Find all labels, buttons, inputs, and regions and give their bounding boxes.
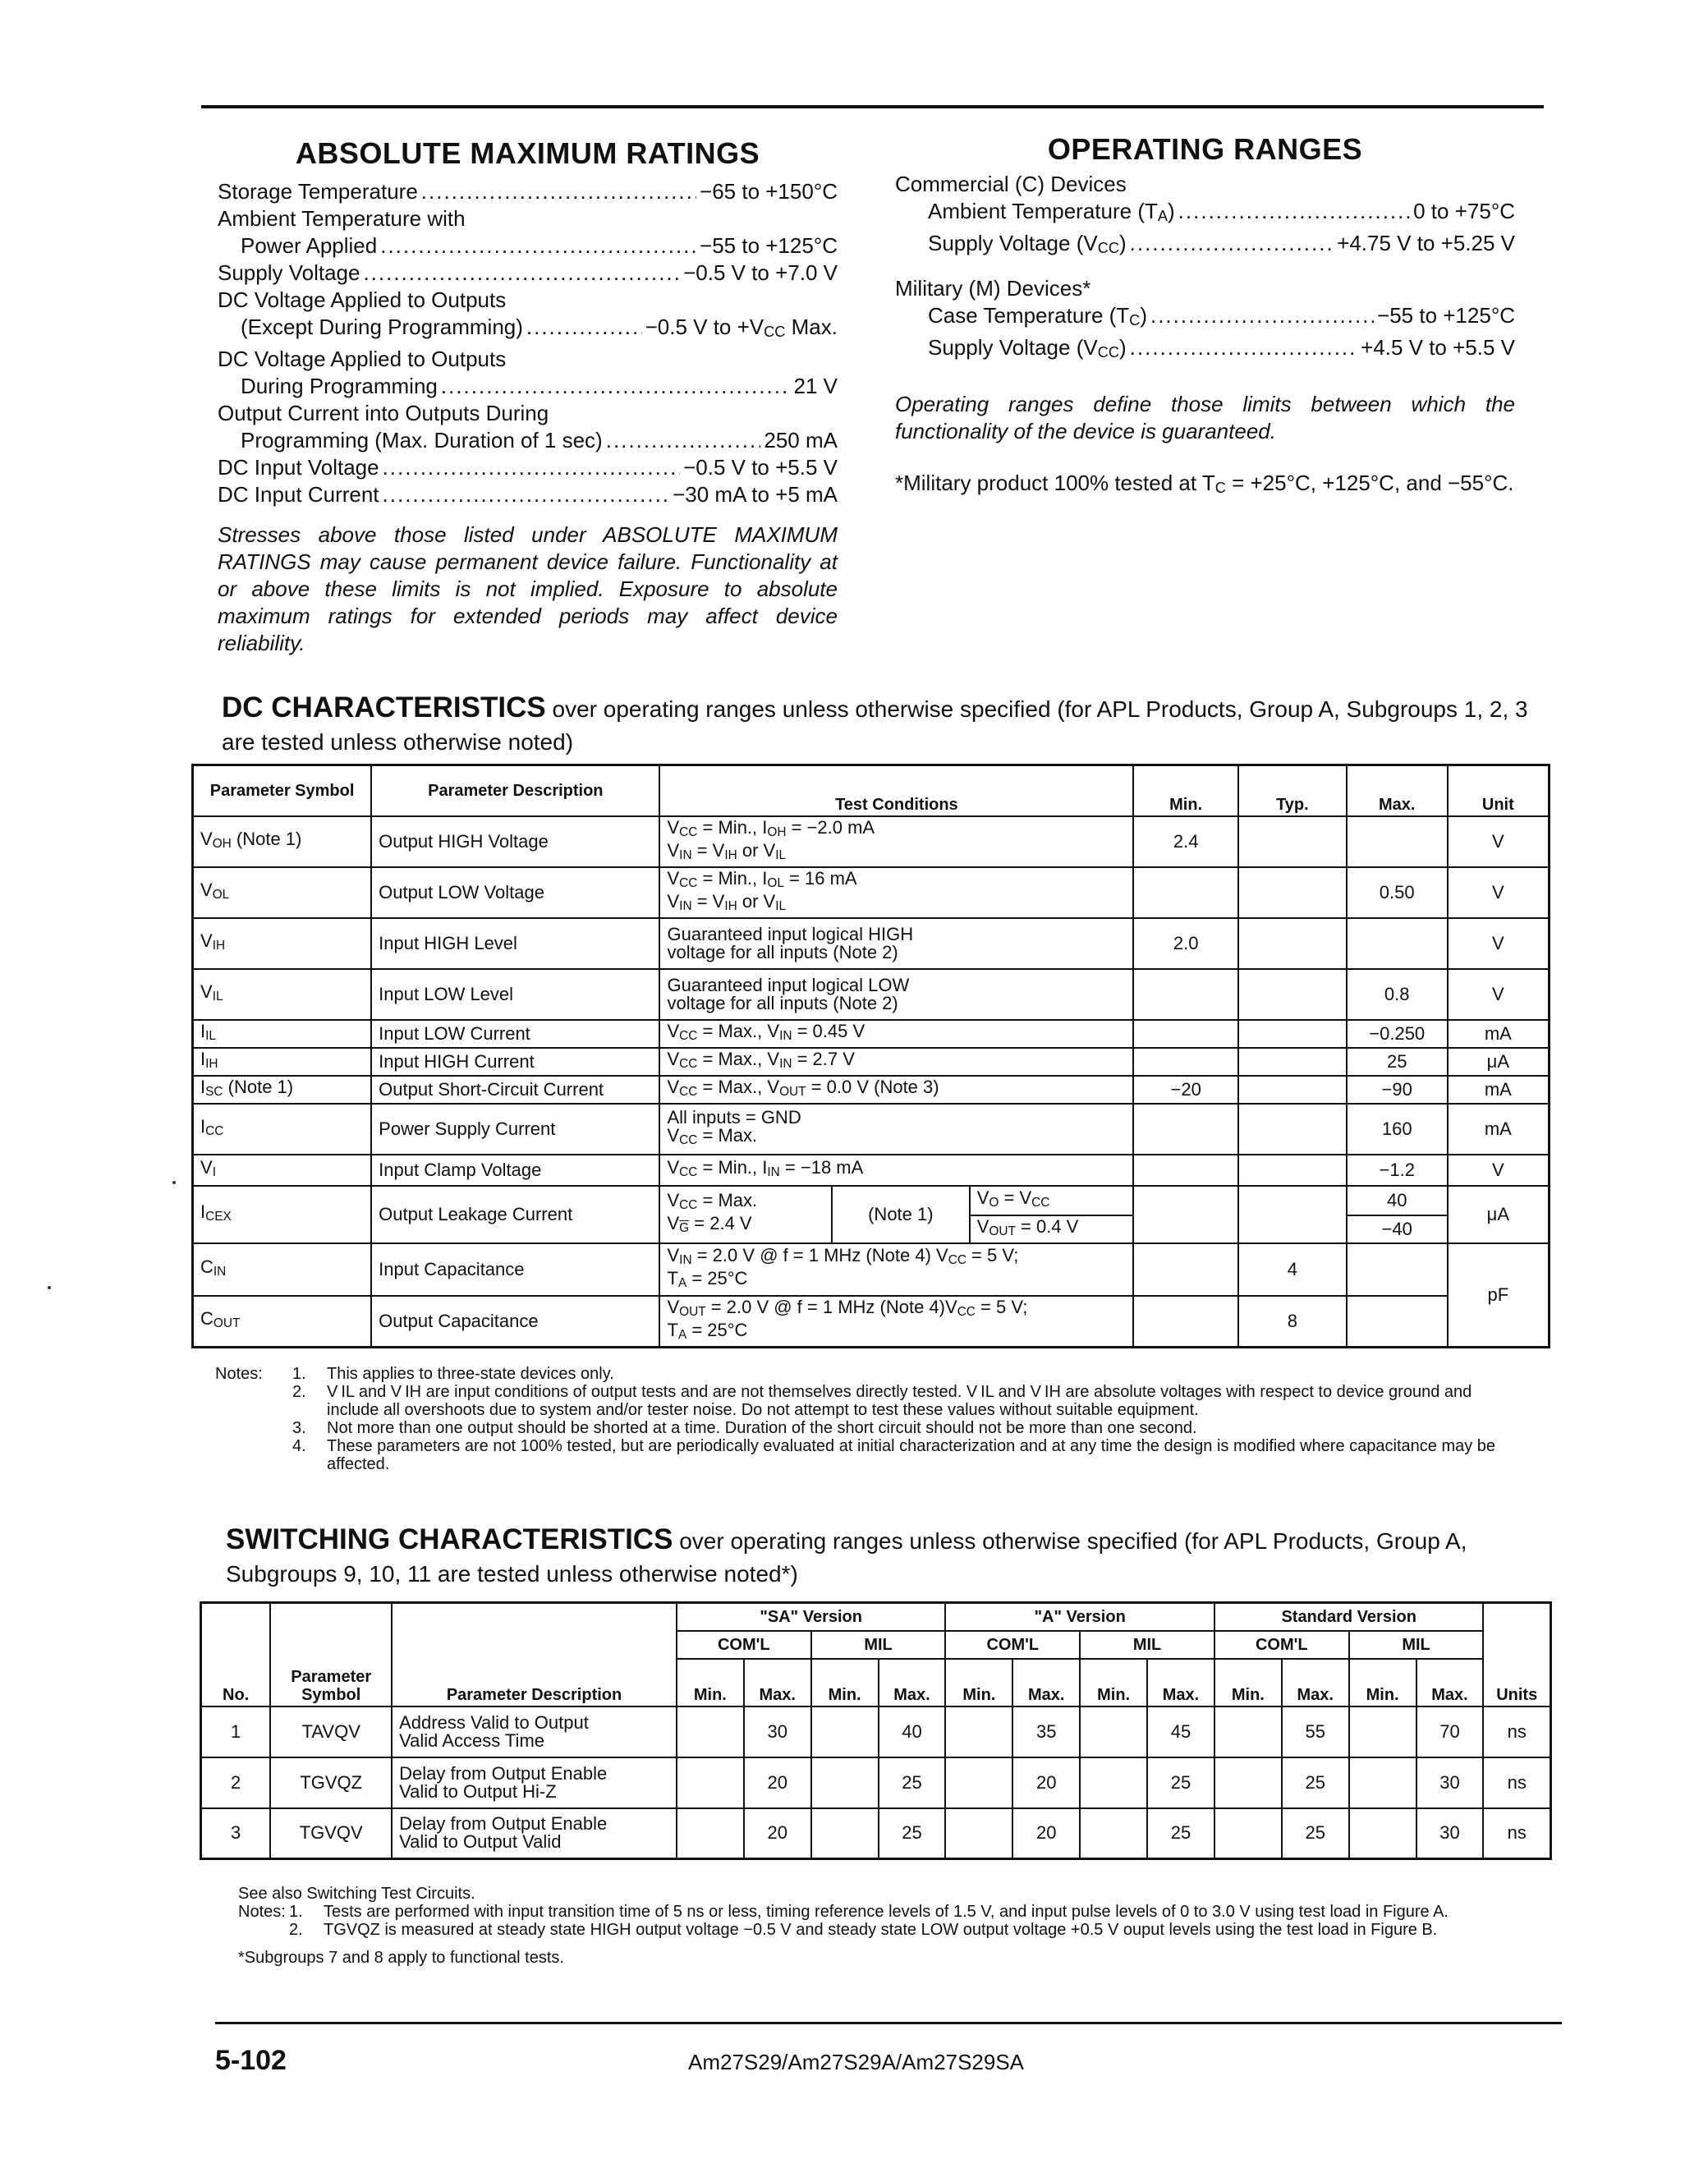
sw-heading — [226, 1523, 1540, 1591]
dc-header-row — [193, 765, 1550, 816]
dc-col-unit: Unit — [1448, 765, 1550, 816]
scan-speck — [172, 1181, 176, 1184]
operating-ranges — [895, 132, 1515, 502]
rating-ambient: Ambient Temperature with — [218, 206, 466, 231]
dc-heading — [222, 691, 1536, 759]
op-ranges-title: OPERATING RANGES — [1047, 132, 1363, 166]
rating-out-current: Output Current into Outputs During — [218, 401, 549, 425]
sw-row-tgvqv: 3 TGVQV Delay from Output Enable Valid to Output Valid 20 25 20 25 25 30 ns — [201, 1808, 1551, 1859]
rating-storage: Storage Temperature ..... −65 to +150°C — [218, 178, 838, 205]
m-case: Case Temperature (TC) ..... −55 to +125°C — [895, 302, 1515, 334]
dc-row-vi: VI Input Clamp Voltage VCC = Min., IIN = −18 mA −1.2 V — [193, 1155, 1550, 1186]
sw-header-row-2: COM'L MIL COM'L MIL COM'L MIL — [201, 1631, 1551, 1659]
bottom-rule — [215, 2022, 1562, 2024]
dc-row-vih: VIH Input HIGH Level Guaranteed input logical HIGH voltage for all inputs (Note 2) 2.0 V — [193, 918, 1550, 969]
dc-subtitle: over operating ranges unless otherwise specified (for APL Products, Group A, Subgroups 1, 2, 3 are tested unless otherwise noted) — [222, 696, 1528, 755]
sw-row-tgvqz: 2 TGVQZ Delay from Output Enable Valid to Output Hi-Z 20 25 20 25 25 30 ns — [201, 1757, 1551, 1808]
rating-dc-out-1: DC Voltage Applied to Outputs — [218, 287, 507, 312]
rating-out-current-sub: Programming (Max. Duration of 1 sec) ..... 250 mA — [218, 427, 838, 454]
dc-col-symbol: Parameter Symbol — [193, 765, 372, 816]
c-ambient: Ambient Temperature (TA) ..... 0 to +75°C — [895, 198, 1515, 230]
military-note: *Military product 100% tested at TC = +25°C, +125°C, and −55°C. — [895, 471, 1514, 496]
scan-speck — [48, 1286, 51, 1289]
stress-note: Stresses above those listed under ABSOLUTE MAXIMUM RATINGS may cause permanent device failure. Functionality at or above these limits is not implied. Exposure to absolute maximum ratings for extended periods may affect device reliability. — [218, 522, 838, 655]
sw-title: SWITCHING CHARACTERISTICS — [226, 1523, 673, 1555]
m-supply: Supply Voltage (VCC) ..... +4.5 V to +5.5 V — [895, 334, 1515, 366]
sw-row-tavqv: 1 TAVQV Address Valid to Output Valid Access Time 30 40 35 45 55 70 ns — [201, 1706, 1551, 1757]
dc-row-icc: ICC Power Supply Current All inputs = GND VCC = Max. 160 mA — [193, 1104, 1550, 1155]
dc-row-isc: ISC (Note 1) Output Short-Circuit Current VCC = Max., VOUT = 0.0 V (Note 3) −20 −90 mA — [193, 1076, 1550, 1104]
dc-row-vil: VIL Input LOW Level Guaranteed input logical LOW voltage for all inputs (Note 2) 0.8 V — [193, 969, 1550, 1020]
dc-col-max: Max. — [1347, 765, 1448, 816]
rating-dc-out-2-sub: During Programming ..... 21 V — [218, 373, 838, 400]
dc-row-cout: COUT Output Capacitance VOUT = 2.0 V @ f = 1 MHz (Note 4)VCC = 5 V; TA = 25°C 8 — [193, 1296, 1550, 1348]
abs-max-title: ABSOLUTE MAXIMUM RATINGS — [295, 136, 760, 170]
dc-title: DC CHARACTERISTICS — [222, 691, 546, 723]
rating-dc-input-current: DC Input Current ..... −30 mA to +5 mA — [218, 481, 838, 508]
dc-row-iil: IIL Input LOW Current VCC = Max., VIN = 0.45 V −0.250 mA — [193, 1020, 1550, 1048]
part-number: Am27S29/Am27S29A/Am27S29SA — [688, 2050, 1025, 2074]
dc-row-vol: VOL Output LOW Voltage VCC = Min., IOL = 16 mA VIN = VIH or VIL 0.50 V — [193, 867, 1550, 918]
rating-power-applied: Power Applied ..... −55 to +125°C — [218, 232, 838, 260]
page-number: 5-102 — [215, 2045, 287, 2076]
rating-supply: Supply Voltage ..... −0.5 V to +7.0 V — [218, 260, 838, 287]
commercial-devices: Commercial (C) Devices — [895, 172, 1127, 196]
c-supply: Supply Voltage (VCC) ..... +4.75 V to +5.25 V — [895, 230, 1515, 262]
op-ranges-note: Operating ranges define those limits between which the functionality of the device is guaranteed. — [895, 392, 1515, 443]
dc-row-icex-2: VOUT = 0.4 V −40 — [193, 1215, 1550, 1243]
switching-characteristics-table — [200, 1601, 1552, 1860]
sw-notes: See also Switching Test Circuits. Notes: 1. Tests are performed with input transition time of 5 ns or less, timing reference levels of 1.5 V, and input pulse levels of 0 to 3.0 V using test load in Figure A. 2. TGVQZ is measured at steady state HIGH output voltage −0.5 V and steady state LOW output voltage +0.5 V ouput levels using the test load in Figure B. *Subgroups 7 and 8 apply to functional tests. — [238, 1885, 1449, 1967]
dc-col-typ: Typ. — [1238, 765, 1347, 816]
sw-subtitle: over operating ranges unless otherwise specified (for APL Products, Group A, Subgroups 9, 10, 11 are tested unless otherwise noted*) — [226, 1528, 1467, 1587]
military-devices: Military (M) Devices* — [895, 276, 1091, 301]
absolute-max-ratings — [218, 136, 838, 657]
sw-header-row-1: No. Parameter Symbol Parameter Description "SA" Version "A" Version Standard Version Units — [201, 1603, 1551, 1631]
dc-row-icex: ICEX Output Leakage Current VCC = Max. $V\overline{G} = 2.4$ V (Note 1) VO = VCC 40 μA — [193, 1186, 1550, 1215]
dc-col-desc: Parameter Description — [371, 765, 659, 816]
dc-notes: Notes: 1. This applies to three-state devices only. 2. V IL and V IH are input conditions of output tests and are not themselves directly tested. V IL and V IH are absolute voltages with respect to device ground and include all overshoots due to system and/or tester noise. Do not attempt to test these values without suitable equipment. 3. Not more than one output should be shorted at a time. Duration of the short circuit should not be more than one second. 4. These parameters are not 100% tested, but are periodically evaluated at initial characterization and at any time the design is modified where capacitance may be affected. — [215, 1365, 1496, 1473]
dc-row-cin: CIN Input Capacitance VIN = 2.0 V @ f = 1 MHz (Note 4) VCC = 5 V; TA = 25°C 4 pF — [193, 1243, 1550, 1296]
rating-dc-out-1-sub: (Except During Programming) ..... −0.5 V to +VCC Max. — [218, 314, 838, 346]
rating-dc-input: DC Input Voltage ..... −0.5 V to +5.5 V — [218, 454, 838, 481]
dc-col-min: Min. — [1133, 765, 1238, 816]
dc-col-test: Test Conditions — [659, 765, 1133, 816]
dc-characteristics-table — [191, 764, 1550, 1348]
top-rule — [201, 105, 1544, 108]
dc-row-iih: IIH Input HIGH Current VCC = Max., VIN = 2.7 V 25 μA — [193, 1048, 1550, 1076]
rating-dc-out-2: DC Voltage Applied to Outputs — [218, 347, 507, 371]
sw-header-row-3: Min. Max. Min. Max. Min. Max. Min. Max. Min. Max. Min. Max. — [201, 1659, 1551, 1706]
dc-row-voh: VOH (Note 1) Output HIGH Voltage VCC = Min., IOH = −2.0 mA VIN = VIH or VIL 2.4 V — [193, 816, 1550, 867]
